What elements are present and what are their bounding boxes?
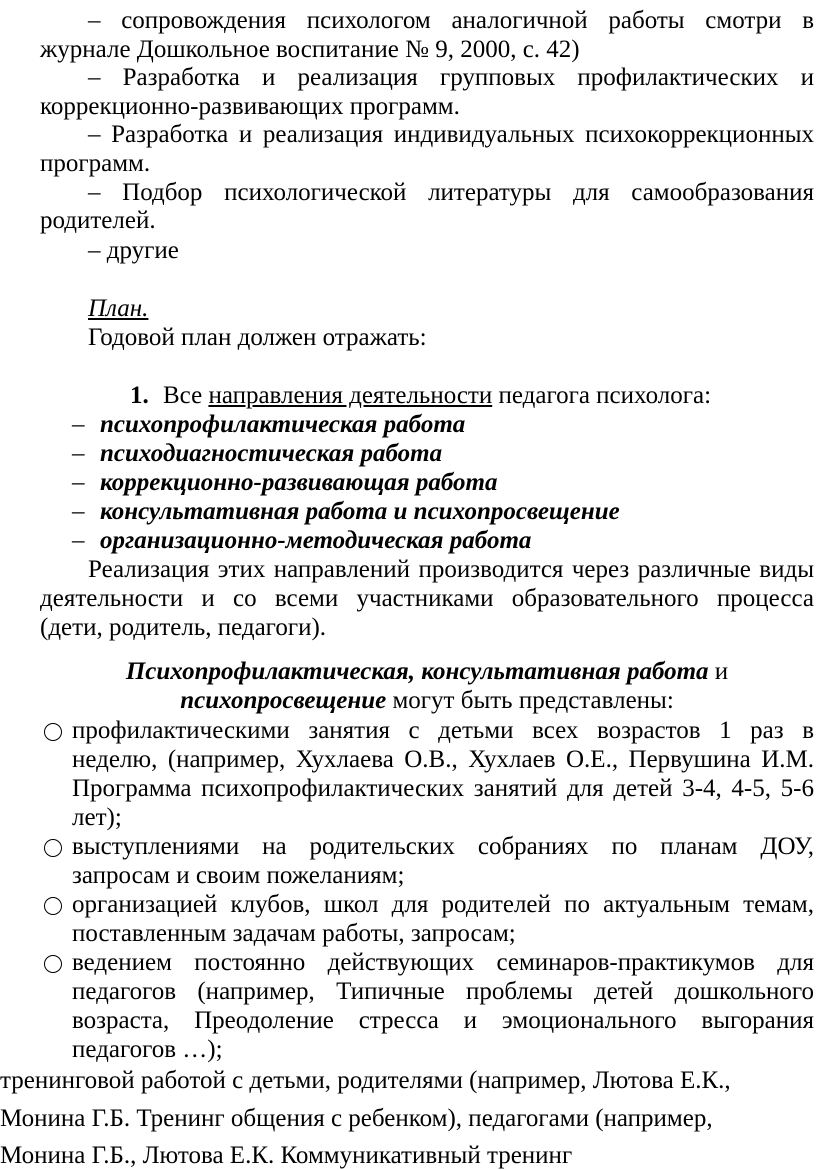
section-text: педагога психолога:: [492, 382, 712, 409]
text-line: тренинговой работой с детьми, родителями (например, Лютова Е.К.,: [0, 1067, 731, 1094]
text-line: (дети, родитель, педагоги).: [40, 614, 327, 641]
text-line: – сопровождения психологом аналогичной работы смотри в: [88, 7, 814, 34]
bullet-circle-icon: [44, 897, 62, 915]
list-item-line: выступлениями на родительских собраниях по планам ДОУ,: [72, 833, 814, 860]
text-line: – Разработка и реализация групповых профилактических и: [88, 64, 814, 91]
direction-item: [72, 468, 85, 497]
plan-heading: План.: [88, 295, 149, 322]
list-item-line: организацией клубов, школ для родителей по актуальным темам,: [72, 891, 814, 918]
section-text: Все: [163, 382, 209, 409]
direction-label: психопрофилактическая работа: [100, 411, 466, 438]
text-line: журнале Дошкольное воспитание № 9, 2000, с. 42): [40, 36, 580, 63]
list-item-line: возраста, Преодоление стресса и эмоционального выгорания: [72, 1007, 814, 1034]
list-item-line: лет);: [72, 804, 122, 831]
text-line: – Подбор психологической литературы для самообразования: [88, 179, 814, 206]
list-item-line: педагогов (например, Типичные проблемы детей дошкольного: [72, 978, 814, 1005]
direction-label: психодиагностическая работа: [100, 440, 443, 467]
dash: –: [72, 498, 85, 525]
direction-label: организационно-методическая работа: [100, 527, 532, 554]
section-number: 1.: [130, 382, 149, 409]
bullet-circle-icon: [44, 723, 62, 741]
list-item-line: неделю, (например, Хухлаева О.В., Хухлаев О.Е., Первушина И.М.: [72, 746, 814, 773]
text-line: – другие: [88, 237, 179, 264]
text-line: Монина Г.Б. Тренинг общения с ребенком), педагогами (например,: [0, 1105, 713, 1132]
text-line: родителей.: [40, 207, 156, 234]
list-item-line: ведением постоянно действующих семинаров-практикумов для: [72, 949, 814, 976]
text-line: коррекционно-развивающих программ.: [40, 93, 460, 120]
dash: –: [72, 469, 85, 496]
direction-label: консультативная работа и психопросвещение: [100, 498, 620, 525]
forms-title-tail: могут быть представлены:: [386, 687, 674, 714]
list-item-line: поставленным задачам работы, запросам;: [72, 920, 516, 947]
forms-title: [40, 686, 814, 715]
forms-title-bold: психопросвещение: [180, 687, 387, 714]
text-line: программ.: [40, 150, 151, 177]
bullet-circle-icon: [44, 839, 62, 857]
underlined-text: направления деятельности: [208, 382, 493, 409]
list-item-line: профилактическими занятия с детьми всех возрастов 1 раз в: [72, 717, 814, 744]
dash: –: [72, 527, 85, 554]
list-item-line: педагогов …);: [72, 1036, 223, 1063]
dash: –: [72, 440, 85, 467]
direction-item: [72, 439, 85, 468]
text-line: Реализация этих направлений производится через различные виды: [88, 556, 814, 583]
list-item-line: Программа психопрофилактических занятий для детей 3-4, 4-5, 5-6: [72, 775, 814, 802]
direction-item: [72, 410, 85, 439]
direction-label: коррекционно-развивающая работа: [100, 469, 498, 496]
list-item-line: запросам и своим пожеланиям;: [72, 862, 405, 889]
text-line: деятельности и со всеми участниками образовательного процесса: [40, 585, 814, 612]
forms-title: [40, 657, 814, 686]
text-line: – Разработка и реализация индивидуальных психокоррекционных: [88, 121, 814, 148]
direction-item: [72, 526, 85, 555]
direction-item: [72, 497, 85, 526]
text-line: Монина Г.Б., Лютова Е.К. Коммуникативный тренинг: [0, 1142, 573, 1169]
bullet-circle-icon: [44, 955, 62, 973]
forms-title-tail: и: [708, 658, 729, 685]
section-1-heading: [130, 381, 711, 410]
plan-intro: Годовой план должен отражать:: [88, 324, 427, 351]
dash: –: [72, 411, 85, 438]
forms-title-bold: Психопрофилактическая, консультативная работа: [125, 658, 709, 685]
